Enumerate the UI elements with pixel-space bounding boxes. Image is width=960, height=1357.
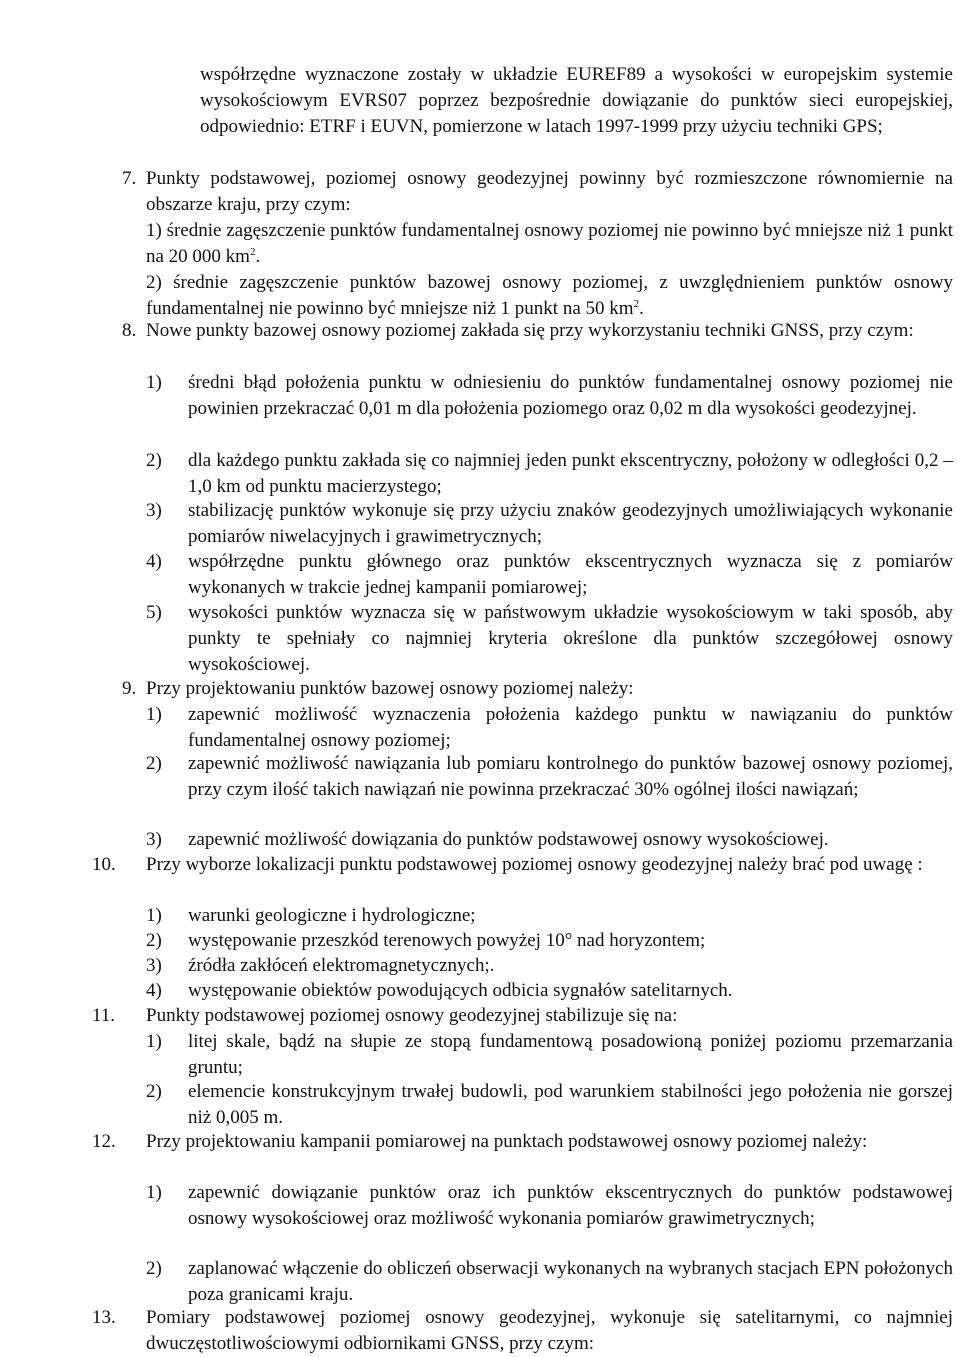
s8-item-3-text: stabilizację punktów wykonuje się przy użyciu znaków geodezyjnych umożliwiających wykonanie pomiarów niwelacyjnych i grawimetrycznych;: [188, 500, 953, 547]
s8-item-4-text: współrzędne punktu głównego oraz punktów ekscentrycznych wyznacza się z pomiarów wykonanych w trakcie jednej kampanii pomiarowej;: [188, 551, 953, 598]
section-9-text: Przy projektowaniu punktów bazowej osnowy poziomej należy:: [146, 678, 634, 699]
section-12-text: Przy projektowaniu kampanii pomiarowej na punktach podstawowej osnowy poziomej należy:: [146, 1131, 868, 1152]
s10-item-3-number: 3): [146, 955, 162, 976]
section-11-number: 11.: [92, 1005, 116, 1026]
section-7-text: Punkty podstawowej, poziomej osnowy geodezyjnej powinny być rozmieszczone równomiernie na obszarze kraju, przy czym:: [146, 168, 953, 215]
s9-item-2-number: 2): [146, 753, 162, 774]
s10-item-1-text: warunki geologiczne i hydrologiczne;: [188, 905, 476, 926]
s12-item-2-text: zaplanować włączenie do obliczeń obserwacji wykonanych na wybranych stacjach EPN położonych poza granicami kraju.: [188, 1258, 953, 1305]
s8-item-4-number: 4): [146, 551, 162, 572]
s11-item-2-text: elemencie konstrukcyjnym trwałej budowli, pod warunkiem stabilności jego położenia nie gorszej niż 0,005 m.: [188, 1081, 953, 1128]
section-10-text: Przy wyborze lokalizacji punktu podstawowej poziomej osnowy geodezyjnej należy brać pod uwagę :: [146, 854, 923, 875]
s8-item-2-number: 2): [146, 450, 162, 471]
section-9-number: 9.: [122, 678, 137, 699]
s8-item-5-number: 5): [146, 602, 162, 623]
s10-item-4-number: 4): [146, 980, 162, 1001]
section-11-text: Punkty podstawowej poziomej osnowy geodezyjnej stabilizuje się na:: [146, 1005, 678, 1026]
s8-item-1-number: 1): [146, 372, 162, 393]
section-7-item-1: 1) średnie zagęszczenie punktów fundamentalnej osnowy poziomej nie powinno być mniejsze niż 1 punkt na 20 000 $km^2$.: [146, 220, 953, 267]
s11-item-2-number: 2): [146, 1081, 162, 1102]
s11-item-1-number: 1): [146, 1031, 162, 1052]
s11-item-1-text: litej skale, bądź na słupie ze stopą fundamentową posadowioną poniżej poziomu przemarzania gruntu;: [188, 1031, 953, 1078]
s10-item-3-text: źródła zakłóceń elektromagnetycznych;.: [188, 955, 495, 976]
s12-item-1-text: zapewnić dowiązanie punktów oraz ich punktów ekscentrycznych do punktów podstawowej osnowy wysokościowej oraz możliwość wykonania pomiarów grawimetrycznych;: [188, 1182, 953, 1229]
s10-item-4-text: występowanie obiektów powodujących odbicia sygnałów satelitarnych.: [188, 980, 733, 1001]
s9-item-2-text: zapewnić możliwość nawiązania lub pomiaru kontrolnego do punktów bazowej osnowy poziomej, przy czym ilość takich nawiązań nie powinna przekraczać 30% ogólnej ilości nawiązań;: [188, 753, 953, 800]
section-10-number: 10.: [92, 854, 116, 875]
s8-item-3-number: 3): [146, 500, 162, 521]
s12-item-1-number: 1): [146, 1182, 162, 1203]
s8-item-2-text: dla każdego punktu zakłada się co najmniej jeden punkt ekscentryczny, położony w odległości 0,2 – 1,0 km od punktu macierzystego;: [188, 450, 953, 497]
section-7-number: 7.: [122, 168, 137, 189]
s10-item-2-text: występowanie przeszkód terenowych powyżej 10° nad horyzontem;: [188, 930, 706, 951]
intro-paragraph: współrzędne wyznaczone zostały w układzie EUREF89 a wysokości w europejskim systemie wysokościowym EVRS07 poprzez bezpośrednie dowiązanie do punktów sieci europejskiej, odpowiednio: ETRF i EUVN, pomierzone w latach 1997-1999 przy użyciu techniki GPS;: [200, 64, 953, 137]
section-8-number: 8.: [122, 320, 137, 341]
s8-item-1-text: średni błąd położenia punktu w odniesieniu do punktów fundamentalnej osnowy poziomej nie powinien przekraczać 0,01 m dla położenia poziomego oraz 0,02 m dla wysokości geodezyjnej.: [188, 372, 953, 419]
s9-item-3-number: 3): [146, 829, 162, 850]
s9-item-1-text: zapewnić możliwość wyznaczenia położenia każdego punktu w nawiązaniu do punktów fundamentalnej osnowy poziomej;: [188, 704, 953, 751]
section-12-number: 12.: [92, 1131, 116, 1152]
s9-item-3-text: zapewnić możliwość dowiązania do punktów podstawowej osnowy wysokościowej.: [188, 829, 829, 850]
section-7-item-2: 2) średnie zagęszczenie punktów bazowej osnowy poziomej, z uwzględnieniem punktów osnowy fundamentalnej nie powinno być mniejsze niż 1 punkt na 50 $km^2$.: [146, 272, 953, 319]
s8-item-5-text: wysokości punktów wyznacza się w państwowym układzie wysokościowym w taki sposób, aby punkty te spełniały co najmniej kryteria określone dla punktów szczegółowej osnowy wysokościowej.: [188, 602, 953, 675]
s10-item-2-number: 2): [146, 930, 162, 951]
section-13-text: Pomiary podstawowej poziomej osnowy geodezyjnej, wykonuje się satelitarnymi, co najmniej dwuczęstotliwościowymi odbiornikami GNSS, przy czym:: [146, 1307, 953, 1354]
s12-item-2-number: 2): [146, 1258, 162, 1279]
section-8-text: Nowe punkty bazowej osnowy poziomej zakłada się przy wykorzystaniu techniki GNSS, przy czym:: [146, 320, 914, 341]
s10-item-1-number: 1): [146, 905, 162, 926]
s9-item-1-number: 1): [146, 704, 162, 725]
section-13-number: 13.: [92, 1307, 116, 1328]
